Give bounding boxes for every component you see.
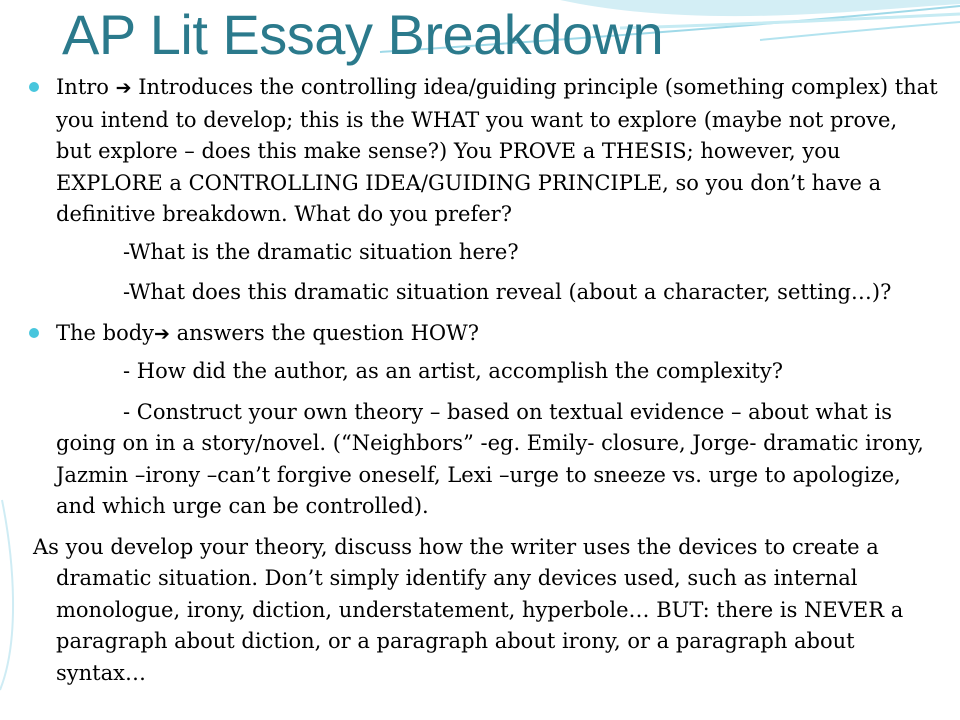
right-arrow-icon: ➔ <box>115 77 132 99</box>
intro-sub-question-1: -What is the dramatic situation here? <box>123 239 519 264</box>
bullet-intro-text: Introduces the controlling idea/guiding principle (something complex) that you intend to develop; this is the WHAT you want to explore (maybe not prove, but explore – does this make sense?) You PROVE a THESIS; however, you EXPLORE a CONTROLLING IDEA/GUIDING PRINCIPLE, so you don’t have a definitive breakdown. What do you prefer? <box>56 75 938 226</box>
body-sub-point-2: - Construct your own theory – based on textual evidence – about what is going on in a story/novel. (“Neighbors” -eg. Emily- closure, Jorge- dramatic irony, Jazmin –irony –can’t forgive oneself, Lexi –urge to sneeze vs. urge to apologize, and which urge can be controlled). <box>56 399 924 518</box>
bullet-body-text: answers the question HOW? <box>169 320 479 345</box>
body-sub-point-1: - How did the author, as an artist, accomplish the complexity? <box>123 359 783 383</box>
slide-content <box>23 72 938 689</box>
bullet-dot-icon <box>29 82 39 92</box>
right-arrow-icon: ➔ <box>154 322 170 345</box>
swoosh-left-edge <box>0 500 13 690</box>
closing-paragraph: As you develop your theory, discuss how the writer uses the devices to create a dramatic situation. Don’t simply identify any devices used, such as internal monologue, irony, diction, understatement, hyperbole… BUT: there is NEVER a paragraph about diction, or a paragraph about irony, or a paragraph about syntax… <box>33 534 904 685</box>
bullet-body <box>23 318 938 351</box>
bullet-dot-icon <box>29 328 39 338</box>
bullet-body-lead: The body <box>56 320 155 345</box>
intro-sub-question-2: -What does this dramatic situation reveal (about a character, setting…)? <box>123 280 892 304</box>
swoosh-line-3 <box>760 22 960 40</box>
bullet-intro-lead: Intro <box>56 75 116 99</box>
bullet-intro <box>23 72 938 231</box>
slide-title: AP Lit Essay Breakdown <box>62 3 664 66</box>
